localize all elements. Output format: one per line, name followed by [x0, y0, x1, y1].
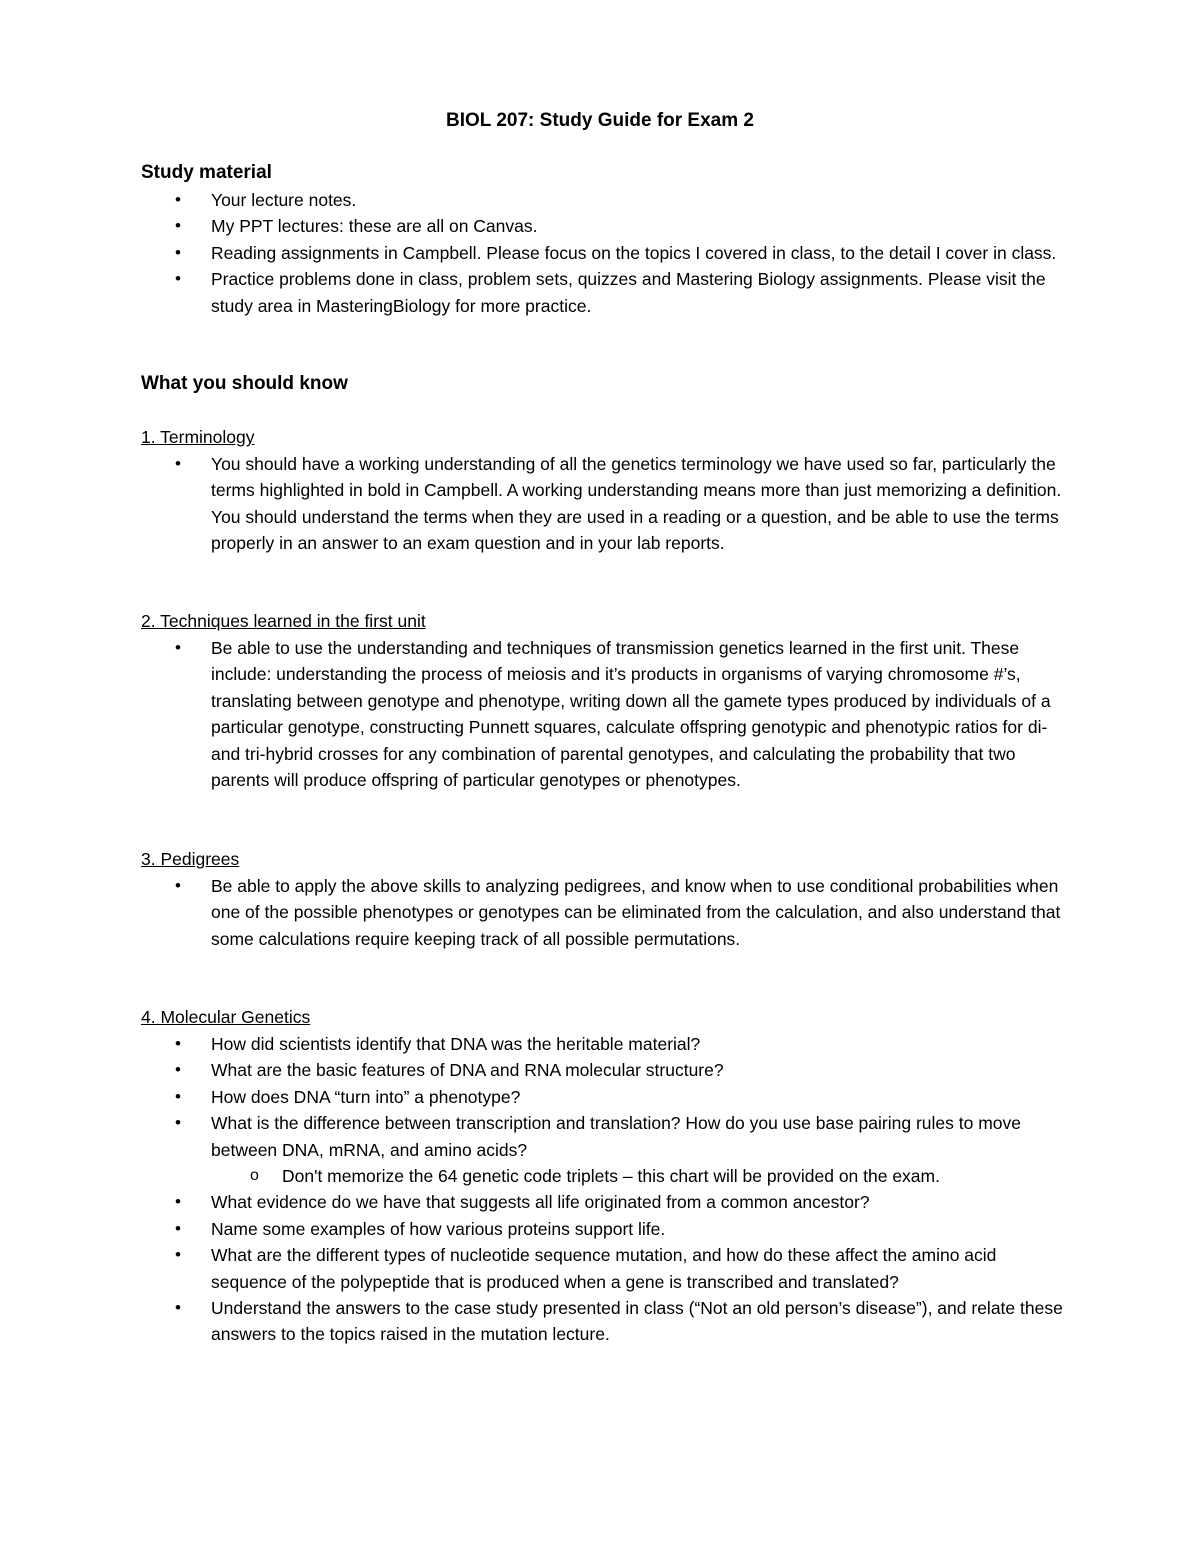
list-item: • Practice problems done in class, problem sets, quizzes and Mastering Biology assignments. Please visit the study area in MasteringBiology for more practice. — [0, 266, 1071, 319]
bullet-icon: • — [175, 1192, 181, 1212]
sub-list-item: o Don't memorize the 64 genetic code triplets – this chart will be provided on the exam. — [0, 1163, 1082, 1189]
list-item: • Be able to apply the above skills to analyzing pedigrees, and know when to use conditional probabilities when one of the possible phenotypes or genotypes can be eliminated from the calculation, and also understand that some calculations require keeping track of all possible permutations. — [0, 873, 1071, 952]
list-item: • What is the difference between transcription and translation? How do you use base pairing rules to move between DNA, mRNA, and amino acids? — [0, 1110, 1071, 1163]
bullet-icon: • — [175, 1218, 181, 1238]
list-item: • Your lecture notes. — [0, 187, 1071, 213]
bullet-icon: • — [175, 242, 181, 262]
bullet-icon: • — [175, 454, 181, 473]
study-material-heading: Study material — [141, 162, 272, 183]
bullet-icon: • — [175, 216, 181, 236]
list-item: • My PPT lectures: these are all on Canvas. — [0, 213, 1071, 239]
bullet-icon: • — [175, 269, 181, 289]
section-heading-techniques: 2. Techniques learned in the first unit — [141, 611, 426, 631]
list-item: • You should have a working understanding of all the genetics terminology we have used so far, particularly the terms highlighted in bold in Campbell. A working understanding means more than just memorizing a definition. You should understand the terms when they are used in a reading or a question, and be able to use the terms properly in an answer to an exam question and in your lab reports. — [0, 451, 1071, 557]
bullet-icon: • — [175, 1113, 181, 1133]
terminology-list — [0, 451, 1200, 557]
bullet-icon: • — [175, 638, 181, 657]
what-you-should-know-heading: What you should know — [141, 373, 348, 394]
list-item: • Be able to use the understanding and techniques of transmission genetics learned in the first unit. These include: understanding the process of meiosis and it’s products in organisms of varying chromosome #’s, translating between genotype and phenotype, writing down all the gamete types produced by individuals of a particular genotype, constructing Punnett squares, calculate offspring genotypic and phenotypic ratios for di- and tri-hybrid crosses for any combination of parental genotypes, and calculating the probability that two parents will produce offspring of particular genotypes or phenotypes. — [0, 635, 1071, 793]
circle-bullet-icon: o — [250, 1167, 259, 1185]
bullet-icon: • — [175, 1245, 181, 1265]
list-item: • Understand the answers to the case study presented in class (“Not an old person’s disease”), and relate these answers to the topics raised in the mutation lecture. — [0, 1295, 1071, 1348]
bullet-icon: • — [175, 1060, 181, 1080]
list-item: • What are the different types of nucleotide sequence mutation, and how do these affect the amino acid sequence of the polypeptide that is produced when a gene is transcribed and translated? — [0, 1242, 1071, 1295]
list-item: • What evidence do we have that suggests all life originated from a common ancestor? — [0, 1189, 1071, 1215]
study-material-list — [0, 187, 1200, 319]
bullet-icon: • — [175, 1298, 181, 1318]
section-heading-pedigrees: 3. Pedigrees — [141, 849, 240, 869]
list-item: • Name some examples of how various proteins support life. — [0, 1216, 1071, 1242]
list-item: • How does DNA “turn into” a phenotype? — [0, 1084, 1071, 1110]
pedigrees-list — [0, 873, 1200, 952]
list-item: • How did scientists identify that DNA was the heritable material? — [0, 1031, 1071, 1057]
list-item: • What are the basic features of DNA and RNA molecular structure? — [0, 1057, 1071, 1083]
list-item: • Reading assignments in Campbell. Please focus on the topics I covered in class, to the detail I cover in class. — [0, 240, 1071, 266]
bullet-icon: • — [175, 1034, 181, 1053]
bullet-icon: • — [175, 1086, 181, 1106]
molecular-genetics-list — [0, 1031, 1200, 1348]
page-title: BIOL 207: Study Guide for Exam 2 — [446, 110, 754, 131]
section-heading-terminology: 1. Terminology — [141, 427, 255, 447]
bullet-icon: • — [175, 190, 181, 209]
techniques-list — [0, 635, 1200, 793]
section-heading-molecular-genetics: 4. Molecular Genetics — [141, 1007, 311, 1027]
bullet-icon: • — [175, 876, 181, 895]
